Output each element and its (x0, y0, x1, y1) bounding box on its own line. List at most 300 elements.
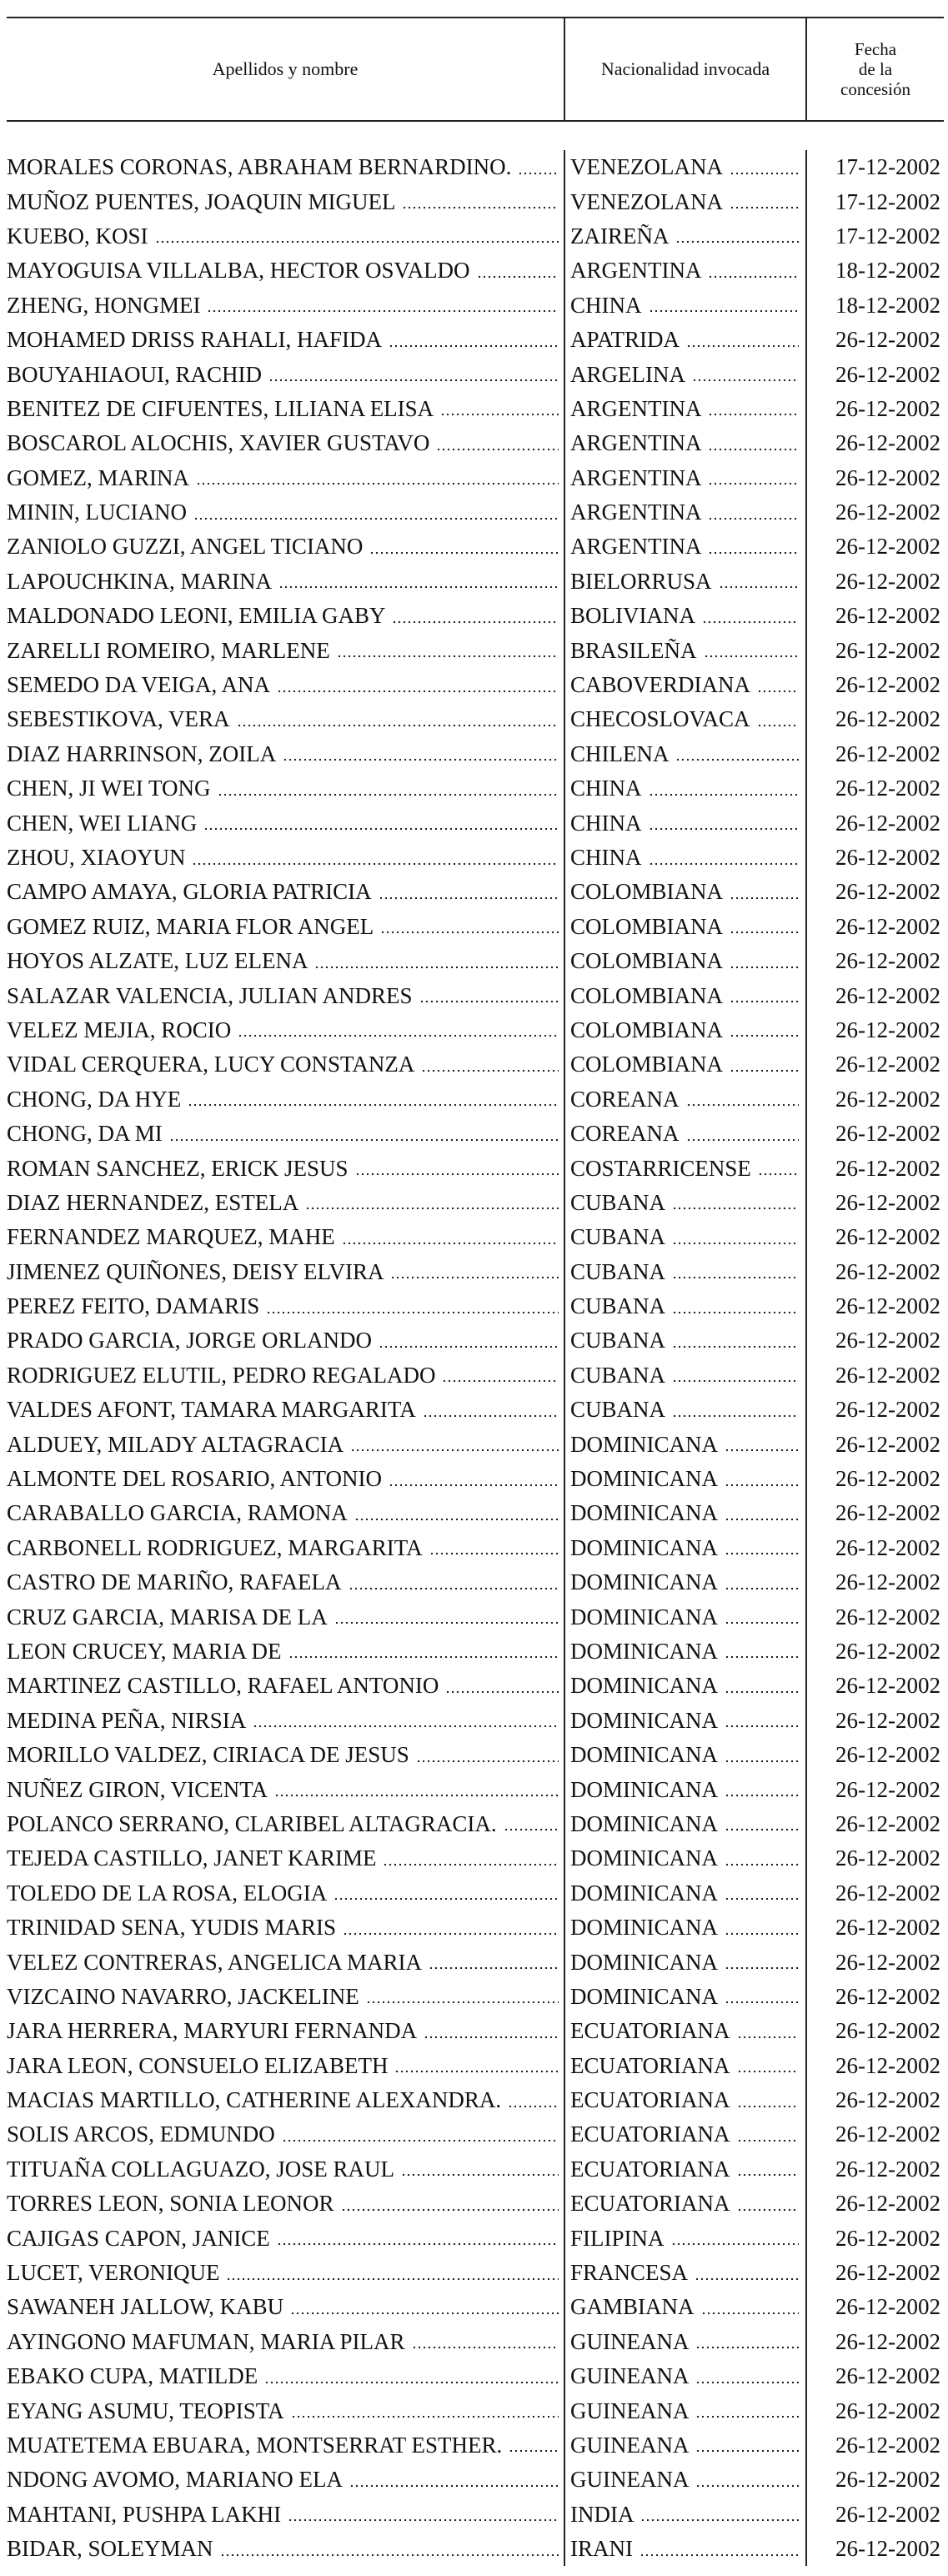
nationality: BRASILEÑA (570, 637, 697, 663)
person-name: ZHOU, XIAOYUN (7, 845, 186, 870)
nationality: DOMINICANA (570, 1466, 718, 1492)
grant-date: 26-12-2002 (835, 1086, 940, 1112)
nationality: CUBANA (570, 1293, 666, 1319)
name-cell (7, 1358, 564, 1393)
dot-leader (369, 550, 559, 555)
grant-date: 26-12-2002 (835, 948, 940, 974)
nationality: DOMINICANA (570, 1569, 718, 1595)
nationality: IRANI (570, 2536, 633, 2562)
nationality-cell (564, 1738, 807, 1772)
person-name: LAPOUCHKINA, MARINA (7, 568, 273, 594)
grant-date: 26-12-2002 (835, 879, 940, 905)
header-date-column: Fecha de la concesión (840, 39, 910, 99)
table-row (7, 841, 944, 875)
nationality-cell (564, 1151, 807, 1185)
table-row (7, 1013, 944, 1047)
nationality: ECUATORIANA (570, 2052, 730, 2078)
dot-leader (274, 1793, 559, 1798)
nationality-cell (564, 1082, 807, 1117)
nationality: CUBANA (570, 1189, 666, 1215)
nationality-cell (564, 461, 807, 495)
name-cell (7, 910, 564, 944)
dot-leader (725, 1690, 799, 1695)
person-name: BOUYAHIAOUI, RACHID (7, 361, 262, 387)
dot-leader (730, 171, 799, 176)
dot-leader (379, 1344, 559, 1349)
dot-leader (412, 2345, 559, 2350)
nationality-cell (564, 2221, 807, 2255)
nationality-cell (564, 2359, 807, 2393)
name-cell (7, 1117, 564, 1151)
table-row (7, 1531, 944, 1565)
table-row (7, 771, 944, 806)
person-name: TORRES LEON, SONIA LEONOR (7, 2191, 334, 2217)
dot-leader (649, 792, 800, 797)
dot-leader (291, 2414, 559, 2419)
dot-leader (725, 1896, 799, 1901)
nationality-cell (564, 392, 807, 426)
grant-date: 26-12-2002 (835, 1258, 940, 1284)
name-cell (7, 150, 564, 184)
name-cell (7, 2187, 564, 2221)
nationality: ZAIREÑA (570, 223, 670, 249)
person-name: ZHENG, HONGMEI (7, 292, 201, 318)
nationality: COLOMBIANA (570, 913, 724, 939)
nationality: COLOMBIANA (570, 982, 724, 1008)
person-name: VELEZ MEJIA, ROCIO (7, 1017, 232, 1042)
person-name: CARABALLO GARCIA, RAMONA (7, 1500, 348, 1526)
person-name: EBAKO CUPA, MATILDE (7, 2363, 258, 2389)
person-name: CHONG, DA HYE (7, 1086, 182, 1112)
nationality: GUINEANA (570, 2467, 690, 2493)
nationality: ARGENTINA (570, 464, 702, 490)
name-cell (7, 737, 564, 771)
table-row (7, 357, 944, 391)
dot-leader (725, 1966, 799, 1971)
person-name: MININ, LUCIANO (7, 500, 187, 525)
dot-leader (423, 1414, 559, 1419)
grant-date: 26-12-2002 (835, 741, 940, 766)
dot-leader (196, 481, 559, 486)
table-row (7, 2014, 944, 2048)
dot-leader (220, 2553, 559, 2558)
name-cell (7, 2256, 564, 2290)
dot-leader (349, 2483, 559, 2488)
table-row (7, 461, 944, 495)
name-cell (7, 461, 564, 495)
dot-leader (686, 344, 799, 349)
nationality-cell (564, 771, 807, 806)
dot-leader (366, 2000, 559, 2005)
nationality-cell (564, 2463, 807, 2497)
grant-date: 17-12-2002 (835, 188, 940, 214)
person-name: CHEN, WEI LIANG (7, 810, 198, 836)
dot-leader (737, 2138, 799, 2143)
grant-date: 26-12-2002 (835, 776, 940, 801)
table-row (7, 2393, 944, 2428)
grant-date: 26-12-2002 (835, 1328, 940, 1353)
dot-leader (725, 2000, 799, 2005)
nationality: CUBANA (570, 1258, 666, 1284)
dot-leader (169, 1137, 559, 1142)
table-row (7, 1462, 944, 1496)
name-cell (7, 2152, 564, 2187)
nationality-cell (564, 978, 807, 1012)
dot-leader (730, 1068, 799, 1073)
nationality: CHILENA (570, 741, 670, 766)
dot-leader (238, 1033, 559, 1038)
grant-date: 26-12-2002 (835, 2018, 940, 2044)
dot-leader (704, 654, 799, 659)
person-name: BENITEZ DE CIFUENTES, LILIANA ELISA (7, 395, 434, 421)
person-name: NUÑEZ GIRON, VICENTA (7, 1776, 268, 1802)
dot-leader (695, 2448, 799, 2453)
grant-date: 26-12-2002 (835, 395, 940, 421)
nationality: BOLIVIANA (570, 603, 695, 629)
person-name: VELEZ CONTRERAS, ANGELICA MARIA (7, 1949, 422, 1975)
nationality-grants-table (7, 17, 944, 2566)
table-row (7, 1358, 944, 1393)
name-cell (7, 1151, 564, 1185)
nationality: GUINEANA (570, 2432, 690, 2458)
table-row (7, 1669, 944, 1703)
dot-leader (725, 1793, 799, 1798)
dot-leader (725, 1586, 799, 1591)
grant-date: 26-12-2002 (835, 568, 940, 594)
nationality: ECUATORIANA (570, 2156, 730, 2182)
dot-leader (757, 689, 799, 694)
table-row (7, 1634, 944, 1669)
person-name: ZANIOLO GUZZI, ANGEL TICIANO (7, 534, 364, 560)
dot-leader (193, 516, 559, 521)
grant-date: 26-12-2002 (835, 2328, 940, 2354)
nationality: GUINEANA (570, 2398, 690, 2423)
nationality: CHINA (570, 776, 642, 801)
nationality: DOMINICANA (570, 1534, 718, 1560)
dot-leader (672, 1206, 799, 1211)
table-row (7, 254, 944, 288)
person-name: MUÑOZ PUENTES, JOAQUIN MIGUEL (7, 188, 396, 214)
dot-leader (737, 2069, 799, 2074)
name-cell (7, 1945, 564, 1979)
dot-leader (277, 2242, 559, 2247)
table-row (7, 1565, 944, 1599)
nationality: DOMINICANA (570, 1500, 718, 1526)
nationality-cell (564, 1876, 807, 1911)
person-name: BOSCAROL ALOCHIS, XAVIER GUSTAVO (7, 430, 430, 456)
header-name-column: Apellidos y nombre (212, 58, 359, 79)
nationality-cell (564, 1462, 807, 1496)
table-row (7, 1980, 944, 2014)
nationality: CABOVERDIANA (570, 672, 750, 698)
name-cell (7, 944, 564, 978)
table-row (7, 495, 944, 530)
table-row (7, 702, 944, 736)
person-name: ZARELLI ROMEIRO, MARLENE (7, 637, 330, 663)
nationality: VENEZOLANA (570, 188, 723, 214)
dot-leader (737, 2104, 799, 2109)
dot-leader (672, 1414, 799, 1419)
nationality: GAMBIANA (570, 2294, 695, 2320)
person-name: CAMPO AMAYA, GLORIA PATRICIA (7, 879, 372, 905)
grant-date: 26-12-2002 (835, 2156, 940, 2182)
dot-leader (424, 2035, 559, 2040)
person-name: TRINIDAD SENA, YUDIS MARIS (7, 1915, 337, 1941)
nationality-cell (564, 2498, 807, 2532)
name-cell (7, 1393, 564, 1427)
nationality: BIELORRUSA (570, 568, 712, 594)
nationality: ARGENTINA (570, 258, 702, 284)
nationality: FRANCESA (570, 2260, 689, 2286)
grant-date: 26-12-2002 (835, 361, 940, 387)
person-name: KUEBO, KOSI (7, 223, 148, 249)
table-row (7, 2498, 944, 2532)
dot-leader (725, 1448, 799, 1453)
person-name: BIDAR, SOLEYMAN (7, 2536, 213, 2562)
nationality: CHINA (570, 810, 642, 836)
table-row (7, 1117, 944, 1151)
person-name: TEJEDA CASTILLO, JANET KARIME (7, 1845, 377, 1871)
nationality-cell (564, 1393, 807, 1427)
grant-date: 26-12-2002 (835, 2467, 940, 2493)
dot-leader (708, 516, 799, 521)
dot-leader (383, 1862, 559, 1867)
name-cell (7, 1427, 564, 1461)
name-cell (7, 1082, 564, 1117)
nationality-cell (564, 2117, 807, 2152)
grant-date: 26-12-2002 (835, 1466, 940, 1492)
name-cell (7, 1220, 564, 1254)
table-row (7, 1911, 944, 1945)
name-cell (7, 289, 564, 323)
dot-leader (737, 2207, 799, 2212)
name-cell (7, 1289, 564, 1323)
nationality-cell (564, 1807, 807, 1841)
dot-leader (218, 792, 559, 797)
nationality: COLOMBIANA (570, 948, 724, 974)
dot-leader (725, 1620, 799, 1625)
dot-leader (708, 481, 799, 486)
nationality: INDIA (570, 2501, 635, 2527)
dot-leader (504, 1827, 559, 1832)
dot-leader (730, 999, 799, 1004)
nationality-cell (564, 1599, 807, 1634)
nationality: ARGENTINA (570, 395, 702, 421)
nationality-cell (564, 875, 807, 909)
table-row (7, 1186, 944, 1220)
nationality: GUINEANA (570, 2363, 690, 2389)
person-name: GOMEZ RUIZ, MARIA FLOR ANGEL (7, 913, 374, 939)
person-name: VALDES AFONT, TAMARA MARGARITA (7, 1397, 416, 1423)
person-name: MARTINEZ CASTILLO, RAFAEL ANTONIO (7, 1673, 439, 1699)
dot-leader (686, 1137, 799, 1142)
nationality-cell (564, 1945, 807, 1979)
grant-date: 26-12-2002 (835, 1397, 940, 1423)
dot-leader (266, 1310, 559, 1315)
grant-date: 26-12-2002 (835, 1155, 940, 1181)
dot-leader (649, 861, 800, 866)
dot-leader (725, 1483, 799, 1488)
dot-leader (155, 239, 559, 244)
nationality: ECUATORIANA (570, 2018, 730, 2044)
name-cell (7, 1738, 564, 1772)
person-name: DIAZ HERNANDEZ, ESTELA (7, 1189, 299, 1215)
dot-leader (389, 1483, 559, 1488)
dot-leader (671, 2242, 800, 2247)
dot-leader (649, 826, 800, 831)
name-cell (7, 2325, 564, 2359)
person-name: AYINGONO MAFUMAN, MARIA PILAR (7, 2328, 405, 2354)
dot-leader (725, 1862, 799, 1867)
name-cell (7, 1531, 564, 1565)
dot-leader (758, 1172, 799, 1177)
table-row (7, 2187, 944, 2221)
grant-date: 26-12-2002 (835, 1534, 940, 1560)
dot-leader (288, 2518, 559, 2523)
dot-leader (672, 1344, 799, 1349)
nationality: DOMINICANA (570, 1707, 718, 1733)
grant-date: 26-12-2002 (835, 1776, 940, 1802)
dot-leader (389, 344, 559, 349)
nationality-cell (564, 1704, 807, 1738)
name-cell (7, 1772, 564, 1806)
nationality-cell (564, 1220, 807, 1254)
dot-leader (419, 999, 559, 1004)
nationality: ECUATORIANA (570, 2087, 730, 2113)
name-cell (7, 2498, 564, 2532)
grant-date: 26-12-2002 (835, 1673, 940, 1699)
dot-leader (237, 723, 559, 728)
person-name: ALDUEY, MILADY ALTAGRACIA (7, 1431, 344, 1457)
nationality: CHINA (570, 845, 642, 870)
nationality: COLOMBIANA (570, 879, 724, 905)
table-row (7, 2532, 944, 2566)
name-cell (7, 771, 564, 806)
grant-date: 26-12-2002 (835, 1431, 940, 1457)
dot-leader (725, 1551, 799, 1556)
name-cell (7, 2463, 564, 2497)
name-cell (7, 1462, 564, 1496)
nationality-cell (564, 1117, 807, 1151)
dot-leader (672, 1241, 799, 1246)
name-cell (7, 565, 564, 599)
table-row (7, 1704, 944, 1738)
grant-date: 26-12-2002 (835, 2398, 940, 2423)
dot-leader (337, 654, 559, 659)
nationality-cell (564, 1669, 807, 1703)
dot-leader (334, 1620, 559, 1625)
table-row (7, 2256, 944, 2290)
name-cell (7, 1634, 564, 1669)
dot-leader (719, 585, 799, 590)
name-cell (7, 2048, 564, 2082)
dot-leader (314, 965, 559, 970)
table-row (7, 392, 944, 426)
nationality-cell (564, 1531, 807, 1565)
name-cell (7, 599, 564, 633)
table-row (7, 633, 944, 667)
person-name: TOLEDO DE LA ROSA, ELOGIA (7, 1880, 328, 1906)
dot-leader (640, 2553, 799, 2558)
nationality: ARGENTINA (570, 430, 702, 456)
dot-leader (253, 1724, 559, 1729)
person-name: RODRIGUEZ ELUTIL, PEDRO REGALADO (7, 1362, 436, 1388)
nationality: ARGELINA (570, 361, 685, 387)
grant-date: 26-12-2002 (835, 1949, 940, 1975)
table-row (7, 1255, 944, 1289)
dot-leader (283, 757, 559, 762)
table-row (7, 1945, 944, 1979)
person-name: TITUAÑA COLLAGUAZO, JOSE RAUL (7, 2156, 394, 2182)
grant-date: 26-12-2002 (835, 845, 940, 870)
dot-leader (429, 1966, 559, 1971)
person-name: ROMAN SANCHEZ, ERICK JESUS (7, 1155, 349, 1181)
nationality: FILIPINA (570, 2225, 665, 2251)
name-cell (7, 1807, 564, 1841)
table-row (7, 1151, 944, 1185)
nationality: CHECOSLOVACA (570, 706, 750, 732)
nationality: ARGENTINA (570, 500, 702, 525)
name-cell (7, 495, 564, 530)
table-row (7, 323, 944, 357)
grant-date: 26-12-2002 (835, 1742, 940, 1768)
name-cell (7, 2014, 564, 2048)
dot-leader (692, 378, 799, 383)
dot-leader (477, 274, 559, 279)
nationality-cell (564, 495, 807, 530)
dot-leader (708, 550, 799, 555)
dot-leader (708, 412, 799, 417)
person-name: CRUZ GARCIA, MARISA DE LA (7, 1604, 328, 1629)
nationality-cell (564, 323, 807, 357)
dot-leader (343, 1931, 559, 1936)
dot-leader (192, 861, 559, 866)
nationality: COREANA (570, 1121, 680, 1147)
nationality-cell (564, 2048, 807, 2082)
nationality-cell (564, 1047, 807, 1082)
nationality-cell (564, 426, 807, 460)
grant-date: 26-12-2002 (835, 982, 940, 1008)
person-name: ALMONTE DEL ROSARIO, ANTONIO (7, 1466, 382, 1492)
dot-leader (725, 1655, 799, 1660)
grant-date: 26-12-2002 (835, 2087, 940, 2113)
grant-date: 26-12-2002 (835, 672, 940, 698)
grant-date: 26-12-2002 (835, 913, 940, 939)
dot-leader (757, 723, 799, 728)
name-cell (7, 2221, 564, 2255)
nationality-cell (564, 530, 807, 564)
dot-leader (695, 2277, 799, 2282)
nationality: APATRIDA (570, 327, 680, 353)
dot-leader (730, 205, 799, 210)
person-name: MEDINA PEÑA, NIRSIA (7, 1707, 247, 1733)
nationality-cell (564, 633, 807, 667)
dot-leader (342, 1241, 559, 1246)
nationality-cell (564, 2325, 807, 2359)
dot-leader (686, 1102, 799, 1107)
dot-leader (440, 412, 559, 417)
dot-leader (445, 1690, 559, 1695)
person-name: GOMEZ, MARINA (7, 464, 189, 490)
name-cell (7, 2428, 564, 2463)
grant-date: 26-12-2002 (835, 1362, 940, 1388)
dot-leader (355, 1172, 559, 1177)
grant-date: 26-12-2002 (835, 2501, 940, 2527)
nationality: CUBANA (570, 1397, 666, 1423)
name-cell (7, 2083, 564, 2117)
nationality-cell (564, 1772, 807, 1806)
nationality-cell (564, 184, 807, 218)
